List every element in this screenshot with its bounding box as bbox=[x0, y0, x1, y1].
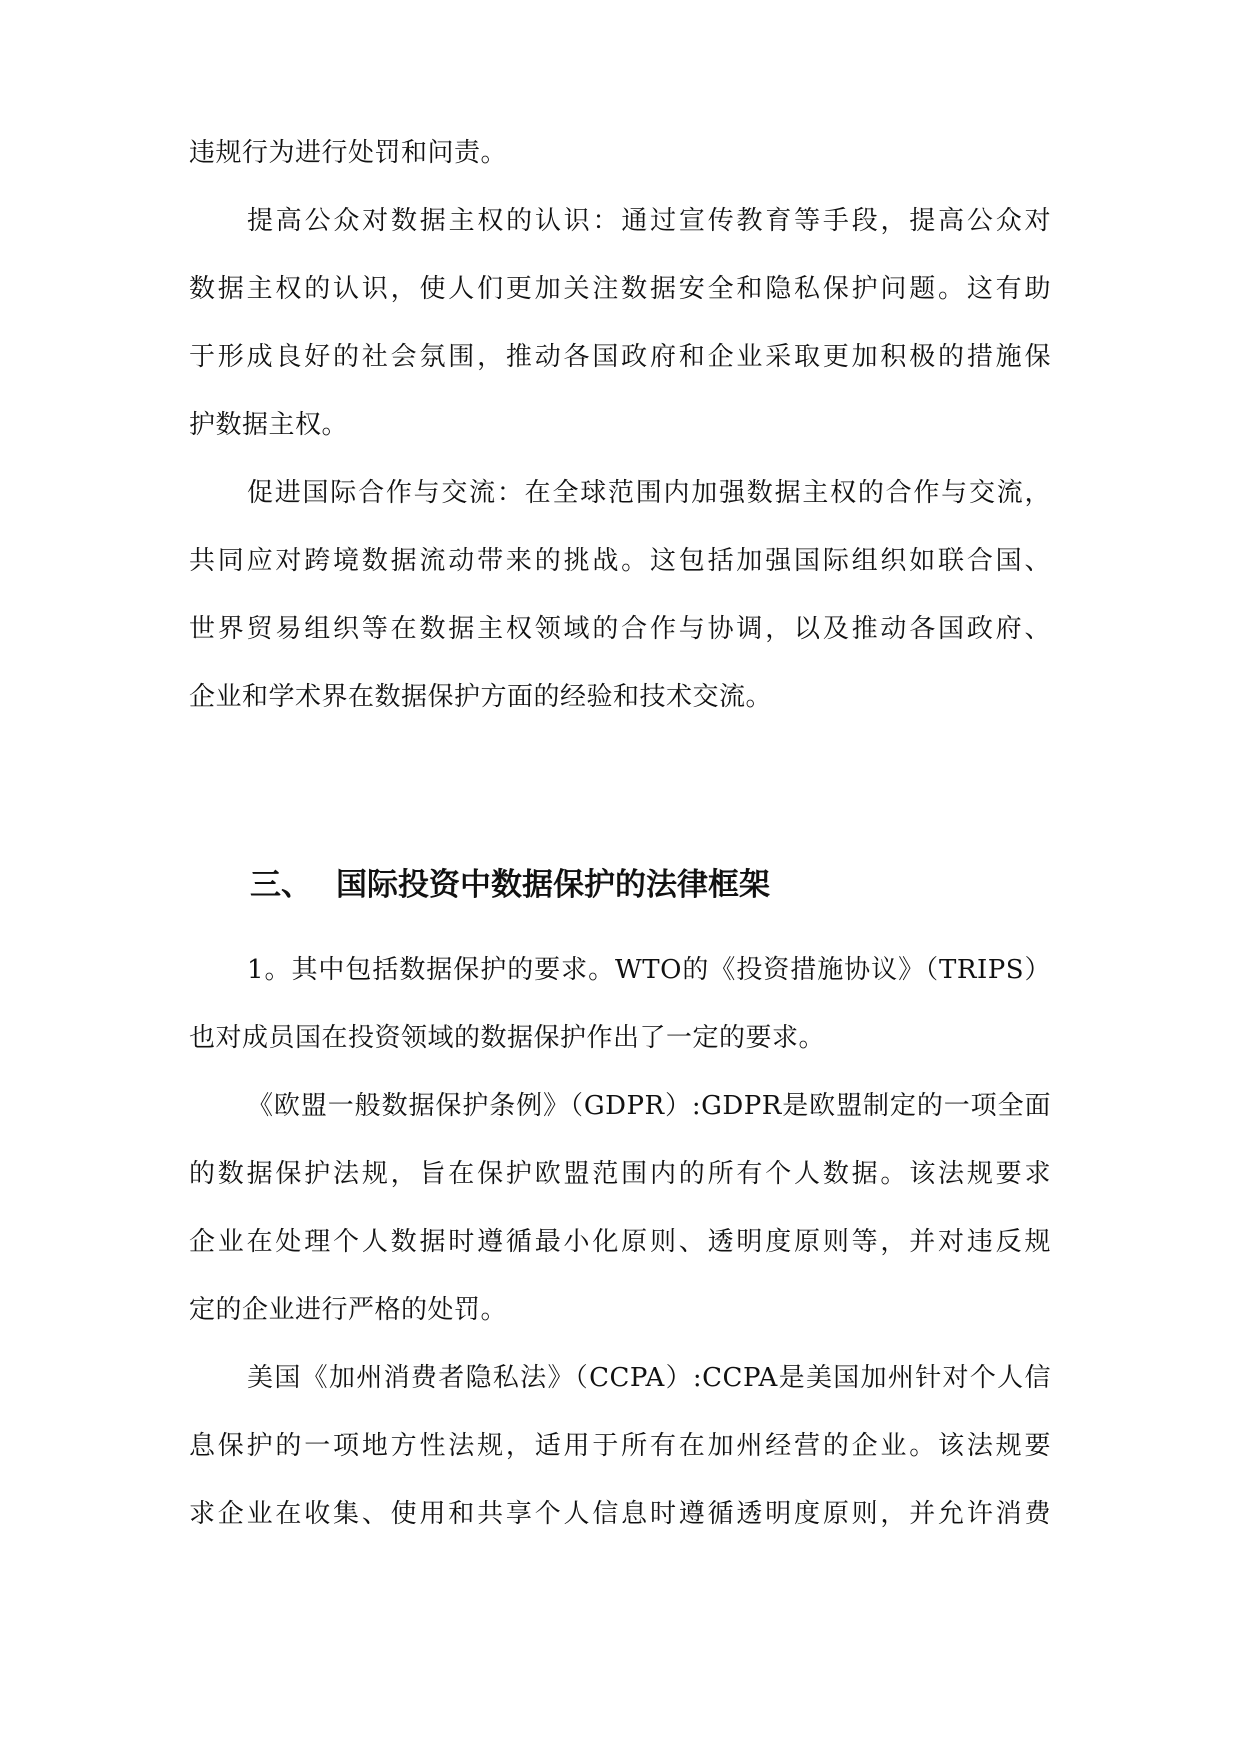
paragraph-line: 护数据主权。 bbox=[189, 410, 349, 440]
paragraph-line: 企业和学术界在数据保护方面的经验和技术交流。 bbox=[189, 682, 773, 712]
paragraph-line: 《欧盟一般数据保护条例》（GDPR）:GDPR是欧盟制定的一项全面 bbox=[247, 1091, 1051, 1121]
paragraph-line: 数据主权的认识，使人们更加关注数据安全和隐私保护问题。这有助 bbox=[189, 274, 1051, 304]
paragraph-line: 求企业在收集、使用和共享个人信息时遵循透明度原则，并允许消费 bbox=[189, 1499, 1051, 1529]
paragraph-line: 也对成员国在投资领域的数据保护作出了一定的要求。 bbox=[189, 1023, 826, 1053]
paragraph-line: 定的企业进行严格的处罚。 bbox=[189, 1295, 508, 1325]
paragraph-line: 违规行为进行处罚和问责。 bbox=[189, 138, 508, 168]
section-title: 国际投资中数据保护的法律框架 bbox=[336, 867, 770, 903]
paragraph-line: 提高公众对数据主权的认识：通过宣传教育等手段，提高公众对 bbox=[247, 206, 1051, 236]
paragraph-line: 于形成良好的社会氛围，推动各国政府和企业采取更加积极的措施保 bbox=[189, 342, 1051, 372]
paragraph-line: 的数据保护法规，旨在保护欧盟范围内的所有个人数据。该法规要求 bbox=[189, 1159, 1051, 1189]
paragraph-line: 共同应对跨境数据流动带来的挑战。这包括加强国际组织如联合国、 bbox=[189, 546, 1051, 576]
paragraph-line: 1。其中包括数据保护的要求。WTO的《投资措施协议》（TRIPS） bbox=[247, 955, 1051, 985]
paragraph-line: 美国《加州消费者隐私法》（CCPA）:CCPA是美国加州针对个人信 bbox=[247, 1363, 1051, 1393]
section-number: 三、 bbox=[250, 867, 312, 903]
paragraph-line: 企业在处理个人数据时遵循最小化原则、透明度原则等，并对违反规 bbox=[189, 1227, 1051, 1257]
paragraph-line: 世界贸易组织等在数据主权领域的合作与协调，以及推动各国政府、 bbox=[189, 614, 1051, 644]
section-heading bbox=[250, 865, 770, 905]
paragraph-line: 促进国际合作与交流：在全球范围内加强数据主权的合作与交流， bbox=[247, 478, 1051, 508]
paragraph-line: 息保护的一项地方性法规，适用于所有在加州经营的企业。该法规要 bbox=[189, 1431, 1051, 1461]
